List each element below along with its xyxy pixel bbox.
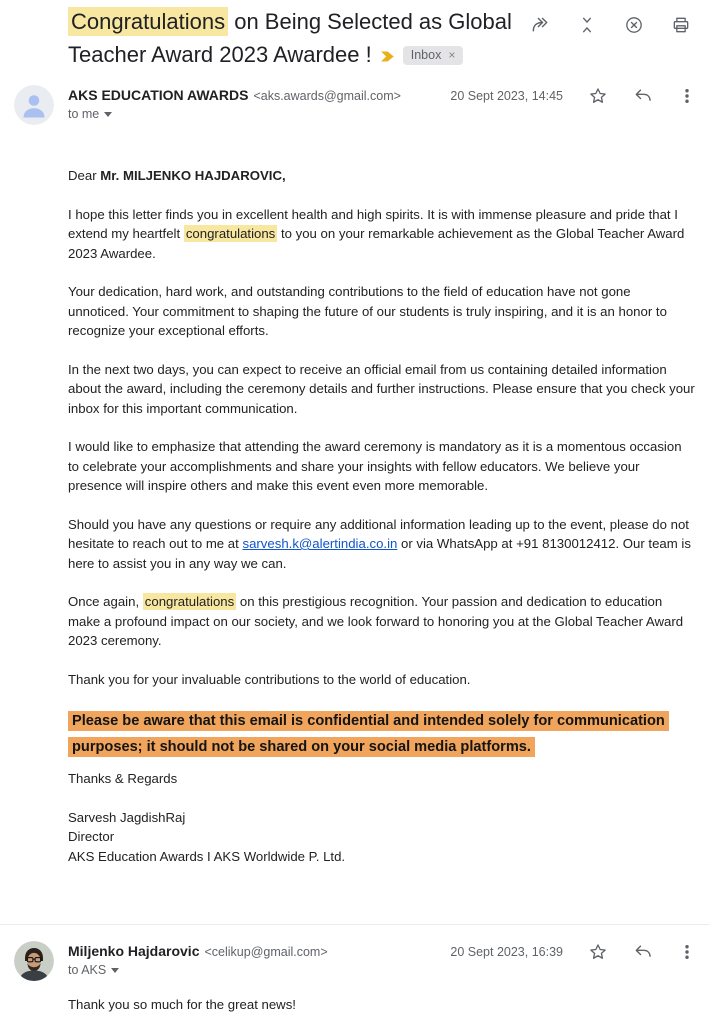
sender-avatar[interactable] — [14, 85, 54, 125]
more-options-icon[interactable] — [678, 942, 696, 962]
reply-icon[interactable] — [633, 942, 653, 962]
paragraph-5-text-b: or via WhatsApp at +91 8130012412. Our team is here to assist you in any way we can. — [68, 536, 691, 571]
message-date: 20 Sept 2023, 14:45 — [450, 89, 563, 103]
email-subject — [68, 5, 530, 72]
signature-name: Sarvesh JagdishRaj — [68, 809, 186, 825]
recipient-dropdown[interactable] — [68, 963, 119, 977]
paragraph-7: Thank you for your invaluable contributions to the world of education. — [68, 671, 471, 687]
sender-email: <celikup@gmail.com> — [204, 945, 328, 959]
signature-title: Director — [68, 829, 115, 844]
forward-all-icon[interactable] — [530, 15, 550, 35]
reply-icon[interactable] — [633, 86, 653, 106]
paragraph-5-text-a: Should you have any questions or require any additional information leading up to the event, please do not hesitate to reach out to me at — [68, 516, 689, 551]
label-remove-icon[interactable]: × — [448, 48, 456, 62]
thread-toolbar — [530, 5, 710, 35]
paragraph-6-text-b: on this prestigious recognition. Your passion and dedication to education make a profound impact on our society, and we look forward to honoring you at the Global Teacher Award 2023 ceremony. — [68, 594, 684, 648]
closing: Thanks & Regards — [68, 771, 178, 786]
salutation — [68, 166, 695, 186]
paragraph-3: In the next two days, you can expect to receive an official email from us containing detailed information about the award, including the ceremony details and further instructions. Please ensure that you check your inbox for this important communication. — [68, 361, 695, 416]
chevron-down-icon — [111, 968, 119, 973]
paragraph-2: Your dedication, hard work, and outstanding contributions to the field of education have not gone unnoticed. Your commitment to shaping the future of our students is truly inspiring, and it is an honor to recognize your exceptional efforts. — [68, 284, 667, 338]
recipient-dropdown[interactable] — [68, 107, 112, 121]
message-2 — [0, 925, 710, 1015]
confidential-notice — [68, 708, 695, 760]
inbox-label-text: Inbox — [410, 48, 442, 62]
message-1 — [0, 84, 710, 924]
paragraph-1 — [68, 205, 695, 264]
sender-name: Miljenko Hajdarovic — [68, 943, 200, 959]
confidential-highlight: Please be aware that this email is confidential and intended solely for communication purposes; it should not be shared on your social media platforms. — [68, 711, 669, 757]
star-icon[interactable] — [588, 86, 608, 106]
paragraph-6 — [68, 592, 695, 651]
paragraph-6-highlight: congratulations — [144, 594, 235, 609]
paragraph-4: I would like to emphasize that attending the award ceremony is mandatory as it is a momentous occasion to celebrate your accomplishments and share your insights with fellow educators. We believe your presence will inspire others and make this event even more memorable. — [68, 439, 682, 493]
star-icon[interactable] — [588, 942, 608, 962]
subject-highlight: Congratulations — [68, 7, 228, 36]
message-1-meta — [450, 86, 696, 106]
paragraph-1-text-b: to you on your remarkable achievement as the Global Teacher Award 2023 Awardee. — [68, 226, 685, 261]
paragraph-5 — [68, 515, 695, 574]
message-date: 20 Sept 2023, 16:39 — [450, 945, 563, 959]
importance-marker-icon[interactable] — [380, 39, 395, 72]
chevron-down-icon — [104, 112, 112, 117]
inbox-label-chip[interactable] — [403, 46, 464, 65]
sender-name: AKS EDUCATION AWARDS — [68, 87, 249, 103]
recipient-text: to me — [68, 107, 100, 121]
subject-rest: on Being Selected as Global Teacher Award 2023 Awardee ! — [68, 9, 512, 67]
unsubscribe-icon[interactable] — [624, 15, 644, 35]
more-options-icon[interactable] — [678, 86, 696, 106]
salutation-name: Mr. MILJENKO HAJDAROVIC, — [100, 168, 286, 183]
paragraph-1-highlight: congratulations — [185, 226, 276, 241]
message-2-header — [0, 940, 710, 986]
reply-text: Thank you so much for the great news! — [68, 997, 296, 1012]
message-1-body — [68, 166, 695, 924]
collapse-all-icon[interactable] — [577, 15, 597, 35]
paragraph-1-text-a: I hope this letter finds you in excellent health and high spirits. It is with immense pleasure and pride that I extend my heartfelt — [68, 206, 678, 241]
email-link[interactable]: sarvesh.k@alertindia.co.in — [242, 536, 398, 551]
message-1-header — [0, 84, 710, 130]
message-2-body — [68, 995, 695, 1015]
subject-row — [0, 0, 710, 72]
salutation-prefix: Dear — [68, 168, 101, 183]
sender-avatar-photo[interactable] — [14, 941, 54, 981]
print-all-icon[interactable] — [671, 15, 691, 35]
signature — [68, 808, 695, 867]
recipient-text: to AKS — [68, 963, 107, 977]
signature-company: AKS Education Awards I AKS Worldwide P. Ltd. — [68, 848, 346, 864]
sender-email: <aks.awards@gmail.com> — [253, 89, 401, 103]
paragraph-6-text-a: Once again, — [68, 594, 143, 609]
message-2-meta — [450, 942, 696, 962]
